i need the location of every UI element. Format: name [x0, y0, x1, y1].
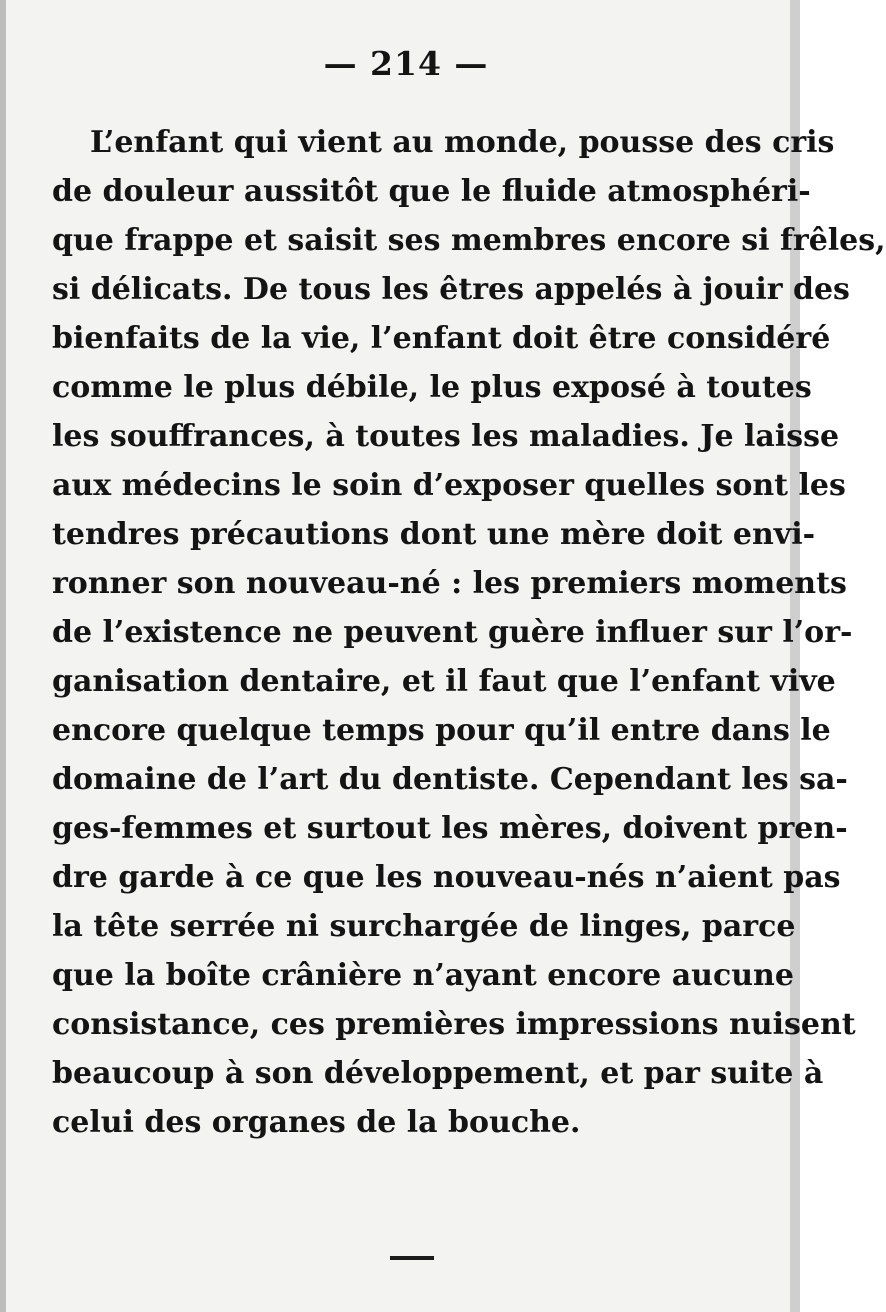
text-line: celui des organes de la bouche.	[52, 1105, 581, 1140]
footer-dash	[390, 1256, 434, 1260]
text-line: ganisation dentaire, et il faut que l’enfant vive	[52, 664, 836, 699]
body-paragraph	[52, 118, 886, 1147]
text-line: de douleur aussitôt que le fluide atmosphéri-	[52, 174, 811, 209]
text-line: aux médecins le soin d’exposer quelles sont les	[52, 468, 846, 503]
page-number: — 214 —	[323, 44, 489, 83]
text-line: ronner son nouveau-né : les premiers moments	[52, 566, 847, 601]
text-line: ges-femmes et surtout les mères, doivent pren-	[52, 811, 848, 846]
text-line: consistance, ces premières impressions nuisent	[52, 1007, 856, 1042]
text-line: encore quelque temps pour qu’il entre dans le	[52, 713, 831, 748]
text-line: que la boîte crânière n’ayant encore aucune	[52, 958, 794, 993]
text-line: bienfaits de la vie, l’enfant doit être considéré	[52, 321, 831, 356]
text-line: de l’existence ne peuvent guère influer sur l’or-	[52, 615, 853, 650]
text-line: les souffrances, à toutes les maladies. Je laisse	[52, 419, 840, 454]
text-line: dre garde à ce que les nouveau-nés n’aient pas	[52, 860, 841, 895]
text-line: domaine de l’art du dentiste. Cependant les sa-	[52, 762, 848, 797]
text-line: la tête serrée ni surchargée de linges, parce	[52, 909, 796, 944]
text-line: tendres précautions dont une mère doit envi-	[52, 517, 816, 552]
text-line: que frappe et saisit ses membres encore si frêles,	[52, 223, 886, 258]
text-line: L’enfant qui vient au monde, pousse des cris	[90, 125, 835, 160]
text-line: beaucoup à son développement, et par suite à	[52, 1056, 824, 1091]
text-line: si délicats. De tous les êtres appelés à jouir des	[52, 272, 850, 307]
text-line: comme le plus débile, le plus exposé à toutes	[52, 370, 812, 405]
